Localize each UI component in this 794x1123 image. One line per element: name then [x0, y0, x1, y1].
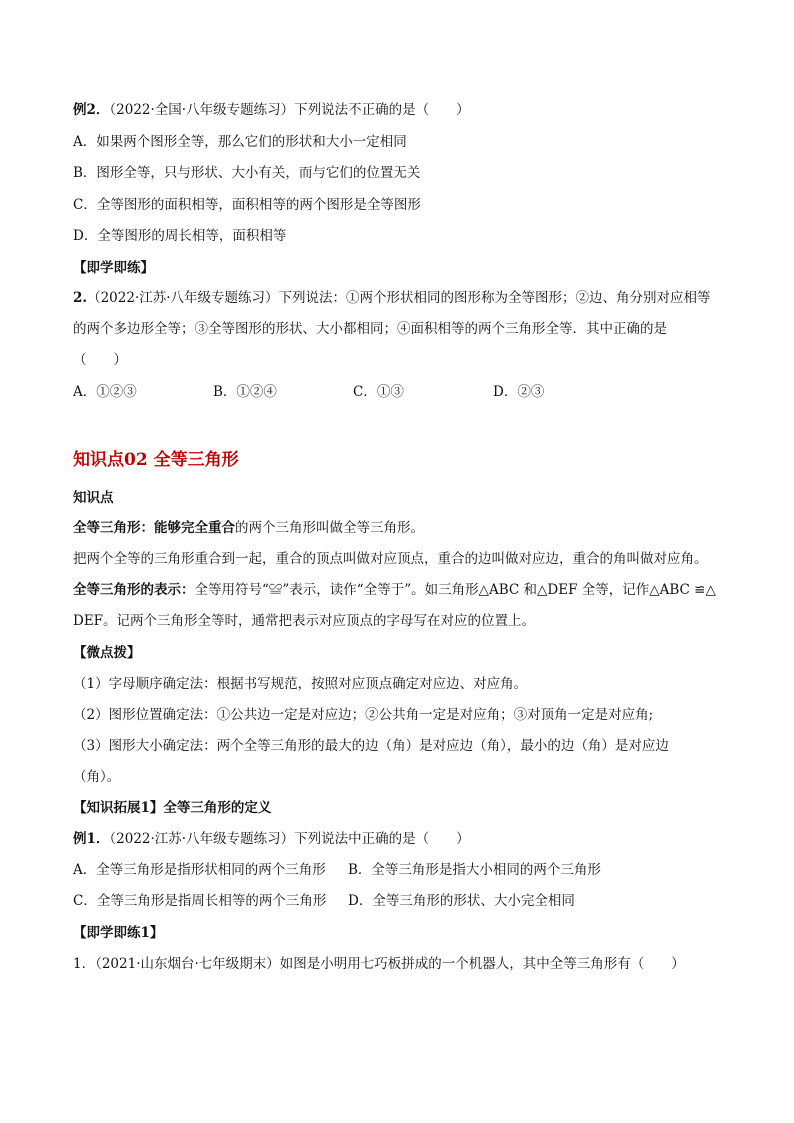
section-title: 知识点02 全等三角形 — [73, 450, 239, 470]
tip-item-3: （3）图形大小确定法：两个全等三角形的最大的边（角）是对应边（角），最小的边（角）是对应边 — [73, 738, 669, 754]
practice-options — [73, 382, 544, 402]
option-d: D．全等图形的周长相等，面积相等 — [73, 228, 287, 244]
notation-label: 全等三角形的表示： — [73, 582, 195, 598]
practice-header: 【即学即练】 — [73, 260, 154, 276]
practice-option-d: D．②③ — [493, 384, 545, 400]
practice-number: 2. — [73, 290, 88, 306]
option-b: B．图形全等，只与形状、大小有关，而与它们的位置无关 — [73, 165, 421, 181]
example-source: （2022·全国·八年级专题练习） — [109, 102, 295, 118]
example-1-option-b: B．全等三角形是指大小相同的两个三角形 — [348, 862, 601, 878]
definition-emphasis: 能够完全重合 — [154, 520, 235, 536]
example-1-option-d: D．全等三角形的形状、大小完全相同 — [348, 893, 575, 909]
example-1-text: （2022·江苏·八年级专题练习）下列说法中正确的是（ ） — [109, 831, 470, 847]
knowledge-subheader: 知识点 — [73, 490, 114, 506]
notation-line — [73, 580, 716, 600]
definition-label: 全等三角形： — [73, 520, 154, 536]
practice-question-line-1 — [73, 288, 711, 308]
practice-1-header: 【即学即练1】 — [73, 925, 164, 941]
example-1-option-a: A．全等三角形是指形状相同的两个三角形 — [73, 862, 326, 878]
example-1-question — [73, 829, 470, 849]
example-1-option-c: C．全等三角形是指周长相等的两个三角形 — [73, 893, 327, 909]
tip-item-3-cont: （角）。 — [73, 769, 121, 785]
practice-text: （2022·江苏·八年级专题练习）下列说法：①两个形状相同的图形称为全等图形；②边、角分别对应相等 — [87, 290, 711, 306]
correspondence-line: 把两个全等的三角形重合到一起，重合的顶点叫做对应顶点，重合的边叫做对应边，重合的角叫做对应角。 — [73, 551, 708, 567]
practice-question-line-2: 的两个多边形全等；③全等图形的形状、大小都相同；④面积相等的两个三角形全等．其中正确的是 — [73, 321, 667, 337]
practice-option-c: C．①③ — [353, 384, 404, 400]
example-1-label: 例1． — [73, 831, 110, 847]
practice-option-a: A．①②③ — [73, 384, 137, 400]
example-question-text: 下列说法不正确的是（ ） — [294, 102, 470, 118]
tip-item-2: （2）图形位置确定法：①公共边一定是对应边；②公共角一定是对应角；③对顶角一定是对应角; — [73, 707, 654, 723]
notation-text: 全等用符号“≌”表示，读作“全等于”。如三角形△ABC 和△DEF 全等，记作△ABC ≌△ — [194, 582, 716, 598]
example-1-options-row-1 — [73, 860, 601, 880]
tip-item-1: （1）字母顺序确定法：根据书写规范，按照对应顶点确定对应边、对应角。 — [73, 676, 528, 692]
tips-header: 【微点拨】 — [73, 645, 141, 661]
example-2-question — [73, 100, 470, 120]
notation-line-2: DEF。记两个三角形全等时，通常把表示对应顶点的字母写在对应的位置上。 — [73, 613, 536, 629]
example-1-options-row-2 — [73, 891, 575, 911]
definition-line — [73, 518, 424, 538]
extension-header: 【知识拓展1】全等三角形的定义 — [73, 800, 272, 816]
option-a: A．如果两个图形全等，那么它们的形状和大小一定相同 — [73, 134, 407, 150]
definition-rest: 的两个三角形叫做全等三角形。 — [235, 520, 424, 536]
practice-option-b: B．①②④ — [213, 384, 277, 400]
practice-1-question: 1．（2021·山东烟台·七年级期末）如图是小明用七巧板拼成的一个机器人，其中全等三角形有（ ） — [73, 956, 685, 972]
practice-question-line-3: （ ） — [73, 352, 127, 368]
option-c: C．全等图形的面积相等，面积相等的两个图形是全等图形 — [73, 197, 421, 213]
example-label: 例2． — [73, 102, 110, 118]
